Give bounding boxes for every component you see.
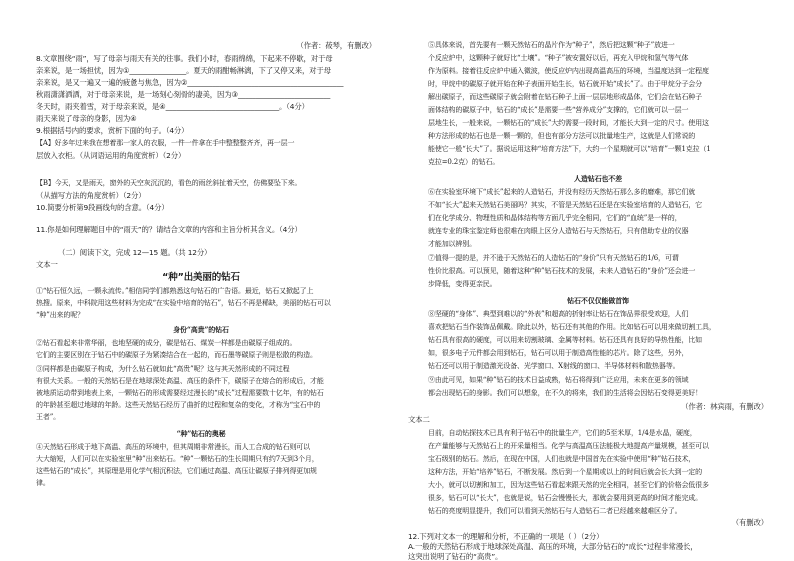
left-text-line: 律。	[36, 479, 50, 487]
left-text-line: ②钻石看起来非常华丽，也地坚硬的成分，碳是钻石、煤炭一样都是由碳原子组成的。	[36, 339, 297, 347]
left-text-line: （从描写方法的角度赏析）（2分）	[36, 191, 146, 200]
right-text-line: 层地生长，一般来说，一颗钻石的“成长”大约需要一段时间，才能长大到一定的尺寸。使用这	[428, 119, 709, 127]
right-text-line: 12.下列对文本一的理解和分析，不正确的一项是（ ）（2分）	[408, 532, 604, 541]
right-text-line: 个反应炉中，这颗种子就好比“土壤”。“种子”被安置好以后，再充入甲烷和氢气等气体	[428, 54, 689, 62]
right-text-line: ⑨由此可见，如果“种”钻石的技术日益成熟，钻石将得到广泛应用，未来在更多的领域	[428, 376, 689, 384]
right-text-line: ⑥在实验室环境下“成长”起来的人造钻石，并没有经历天然钻石那么多的磨难，那它们就	[428, 188, 696, 196]
right-text-line: 都会出现钻石的身影。我们可以想象，在不久的将来，我们的生活将会因钻石变得更美好！	[428, 389, 702, 397]
right-text-line: 如，很多电子元件都会用到钻石，钻石可以用于制造高性能的芯片。除了这些，另外，	[428, 349, 689, 357]
left-text-line: 层放入衣柜。（从词语运用的角度赏析）（2分）	[36, 151, 186, 160]
right-text-line: 宝石级别的钻石。然后，在现在中国，人们也就是中国首先在实验中使用“种”钻石技术，	[428, 455, 696, 463]
left-text-line: 被地质运动带到地表上来，一颗钻石的形成需要经过漫长的“成长”过程需要数十亿年，有的钻石	[36, 389, 324, 397]
left-text-line: “种”钻石的奥秘	[176, 429, 226, 438]
right-text-line: 解出碳原子，而这些碳原子就会附着在钻石种子上面一层层地形成晶体，它们会在钻石种子	[428, 93, 702, 101]
left-text-line: ③同样都是由碳原子构成，为什么钻石就如此“高贵”呢？这与其天然形成的不同过程	[36, 365, 290, 373]
right-text-line: ⑤具体来说，首先要有一颗天然钻石的晶片作为“种子”，然后把这颗“种子”放进一	[428, 41, 675, 49]
right-text-line: 钻石不仅仅能做首饰	[567, 296, 629, 305]
left-text-line: ④天然钻石形成于地下高温、高压的环境中，但其周期非常漫长，而人工合成的钻石则可以	[36, 443, 310, 451]
right-text-line: 这种方法，开始“培养”钻石，不断发展。然后到一个星期或以上的时间后就会长大到一定的	[428, 468, 703, 476]
right-text-line: ⑧坚硬的“身体”、典型到难以的“外表”和超高的折射率让钻石在饰品界很受欢迎，人们	[428, 310, 689, 318]
left-text-line: 秋雨潇潇洒洒，对于母亲来说，是一场刻心刻骨的凄美，因为③__________________________	[36, 90, 331, 99]
left-text-line: 【A】好多年过来我在想着那一家人的衣服，一件一件拿在手中整整整齐齐，再一层一	[36, 139, 295, 147]
left-text-line: 有很大关系。一般的天然钻石是在地球深处高温、高压的条件下，碳原子在熔合的形成后，才能	[36, 377, 324, 385]
right-text-line: A.一般的天然钻石形成于地球深处高温、高压的环境，大部分钻石的“成长”过程非常漫长，	[408, 542, 698, 551]
right-text-line: 钻石还可以用于制造激光设备、光学窗口、X射线的窗口、半导体材料和散热器等。	[428, 362, 680, 370]
right-text-line: 喜欢把钻石当作装饰品佩戴。除此以外，钻石还有其他的作用。比如钻石可以用来做切割工具，	[428, 323, 716, 331]
right-text-line: 作为原料。接着往反应炉中通入微波，使反应炉内出现高温高压的环境，当温度达到一定程度	[428, 67, 709, 75]
left-text-line: ①“钻石恒久远，一颗永流传。”相信同学们都熟悉这句钻石的广告语。最近，钻石又掀起了上	[36, 287, 314, 295]
left-text-line: 王者”。	[36, 413, 60, 421]
left-text-line: 亲来说，是又一遍又一遍的疲惫与焦急，因为②____________________________________________	[36, 78, 344, 87]
right-text-line: 性价比很高。可以预见，随着这种“种”钻石技术的发展，未来人造钻石的“身价”还会进一	[428, 267, 696, 275]
right-text-line: 大小，就可以切割和加工，因为这些钻石看起来跟天然的完全相同，甚至它们的价格会低很多	[428, 481, 709, 489]
right-text-line: 人造钻石也不差	[574, 174, 622, 183]
left-text-line: 【B】今天，又是雨天，窗外的天空灰沉沉的，看色的雨丝斜扯着天空，仿佛要坠下来。	[36, 179, 302, 187]
right-text-line: （作者：林宾雨，有删改）	[681, 402, 768, 411]
right-text-line: 文本二	[408, 415, 430, 424]
left-text-line: 热搜。原来，中科院用这些材料为完成“在实验中培育的钻石”，钻石不再是稀缺，美丽的钻石可以	[36, 299, 331, 307]
left-text-line: 它们的主要区别在于钻石中的碳原子为紧凑结合在一起的，而石墨等碳原子则是松散的构造。	[36, 351, 317, 359]
right-text-line: 目前，自动钻探技术已具有利于钻石中的批量生产，它们的5至米厚，1/4是水晶，硬度，	[428, 429, 697, 437]
left-text-line: “种”出美丽的钻石	[162, 272, 240, 283]
right-text-line: ⑦值得一提的是，并不逊于天然钻石的人造钻石的“身价”只有天然钻石的1/6，可谓	[428, 254, 679, 262]
left-text-line: 10.简要分析第9段画线句的含意。（4分）	[36, 203, 169, 212]
left-text-line: 身份“高贵”的钻石	[173, 325, 229, 334]
left-text-line: 8.文章围绕“雨”，写了母亲与雨天有关的往事。我们小时，春雨绵绵，下起来不停歇，对于母	[36, 54, 333, 63]
right-text-line: （有删改）	[731, 518, 768, 527]
left-text-line: 冬天时，雨夹着雪，对于母亲来说，是④________________________________。（4分）	[36, 102, 309, 111]
left-text-line: “种”出来的呢？	[36, 311, 84, 319]
left-text-line: 雨天来说了母亲的身影，因为④	[36, 114, 137, 123]
right-text-line: 时，甲烷中的碳原子就开始在种子表面开始生长，钻石就开始“成长”了。由于甲烷分子会分	[428, 80, 703, 88]
left-text-line: （二）阅读下文，完成 12—15 题。（共 12分）	[58, 248, 212, 257]
right-text-line: 面体结构的碳原子中，钻石的“成长”是需要一些“营养成分”支撑的，它们就可以一层一	[428, 106, 689, 114]
left-text-line: 大大缩短，人们可以在实验室里“种”出来钻石。“种”一颗钻石的生长周期只有约7天到3个月，	[36, 455, 319, 463]
right-text-line: 不如“长大”起来天然钻石美丽吗？其实，不管是天然钻石还是在实验室培育的人造钻石，它	[428, 201, 703, 209]
right-text-line: 们在化学成分、物理性质和晶体结构等方面几乎完全相同，它们的“血统”是一样的，	[428, 214, 682, 222]
right-text-line: 克拉=0.2克）的钻石。	[428, 158, 500, 166]
left-text-line: 9.根据括号内的要求，赏析下面的句子。（4分）	[36, 126, 189, 135]
left-text-line: 亲来说，是一场担忧，因为①________________。夏天的雨酣畅淋漓，下了又停又来，对于母	[36, 66, 331, 75]
right-text-line: 在产量能够与天然钻石上的开采量相当。化学与高温高压法能极大地提高产量规模，甚至可以	[428, 442, 709, 450]
right-text-line: 钻石的亮度明显提升，我们可以看到天然钻石与人造钻石二者已经越来越难区分了。	[428, 507, 682, 515]
right-text-line: 步降低，变得更亲民。	[428, 280, 497, 288]
left-text-line: 11.你是如何理解题目中的“雨天”的？请结合文章的内容和主旨分析其含义。（4分）	[36, 225, 302, 234]
left-text-line: 这些钻石的“成长”，其原理是用化学气相沉积法，它们通过高温、高压让碳原子排列得更加规	[36, 467, 317, 475]
right-text-line: 能使它一般“长大”了。据说运用这种“培育方法”下，大约一个星期就可以“培育”一颗1克拉（1	[428, 145, 711, 153]
right-text-line: 这突出说明了钻石的“高贵”。	[408, 552, 503, 561]
right-text-line: 就连专业的珠宝鉴定师也很难在肉眼上区分人造钻石与天然钻石，只有借助专业的仪器	[428, 227, 689, 235]
left-text-line: 文本一	[36, 260, 58, 269]
right-text-line: 很多，钻石可以“长大”，也就是说，钻石会慢慢长大，那就会要用到更高的时间才能完成。	[428, 494, 703, 502]
right-column	[398, 0, 794, 560]
right-text-line: 种方法形成的钻石也是一颗一颗的，但也有部分方法可以批量地生产，这就是人们常说的	[428, 132, 696, 140]
left-text-line: （作者：莜琴，有删改）	[296, 41, 376, 50]
right-text-line: 钻石具有很高的硬度，可以用来切割玻璃、金属等材料。钻石还具有良好的导热性能，比如	[428, 336, 702, 344]
left-text-line: 的年龄甚至超过地球的年龄。这些天然钻石经历了曲折的过程和复杂的变化，才称为“宝石中的	[36, 401, 321, 409]
right-text-line: 才能加以辨别。	[428, 240, 476, 248]
